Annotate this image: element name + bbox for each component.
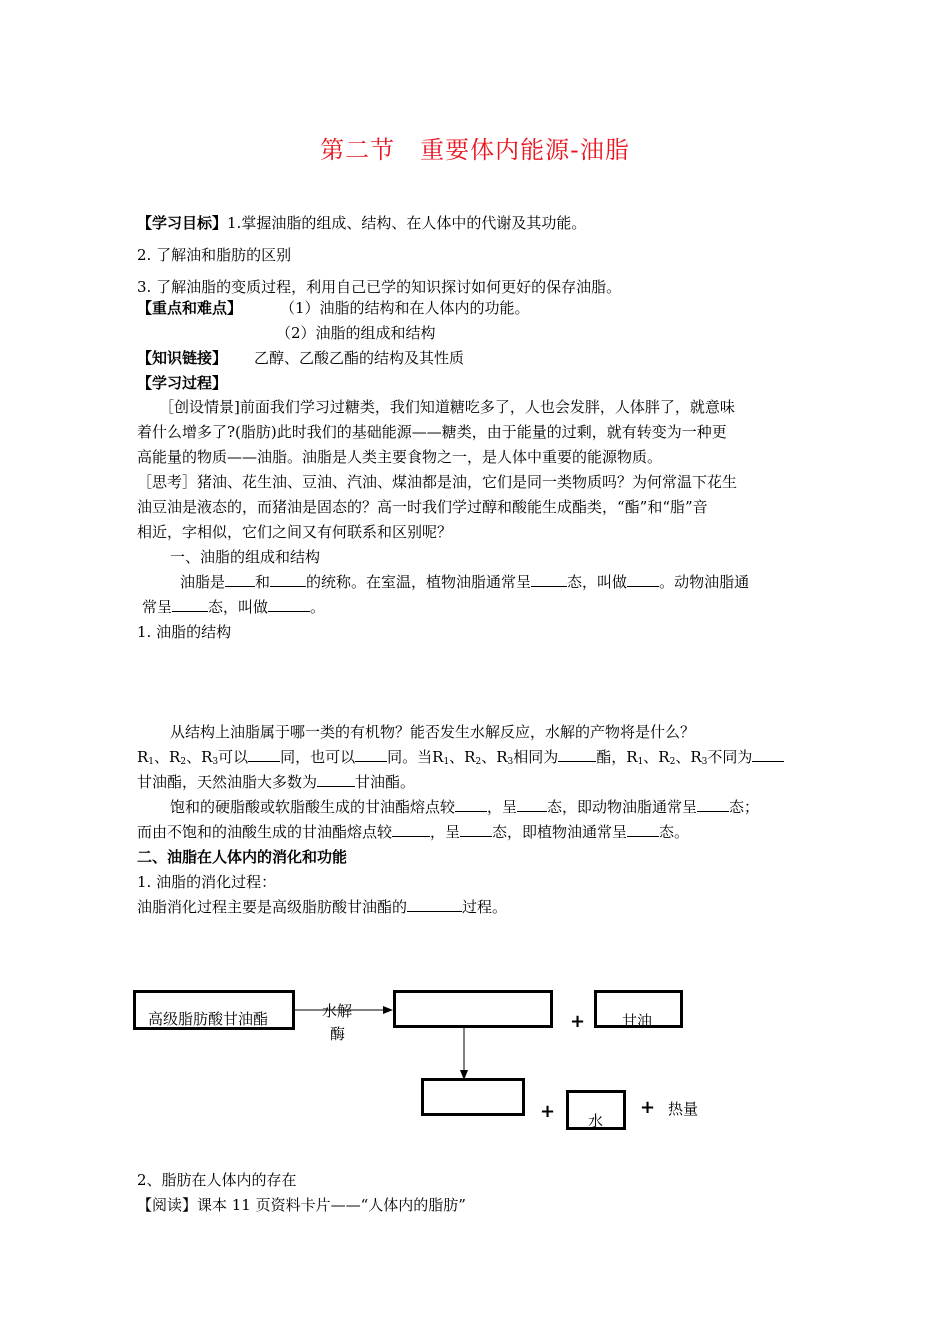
- plus-sign: +: [570, 1011, 586, 1032]
- blank[interactable]: [270, 572, 306, 587]
- blank[interactable]: [172, 597, 208, 612]
- section1-heading: 一、油脂的组成和结构: [170, 548, 321, 566]
- blank[interactable]: [697, 797, 729, 812]
- blank[interactable]: [627, 572, 659, 587]
- blank[interactable]: [355, 747, 387, 762]
- arrow-label-hydrolysis: 水解: [322, 1002, 353, 1020]
- key-points-label: 【重点和难点】: [137, 299, 243, 317]
- unsaturated-line: 而由不饱和的油酸生成的甘油酯熔点较 ，呈 态，即植物油通常呈 态。: [137, 823, 690, 841]
- think-line-3: 相近，字相似，它们之间又有何联系和区别呢？: [137, 523, 453, 541]
- knowledge-link-text: 乙醇、乙酸乙酯的结构及其性质: [254, 349, 465, 367]
- objectives-line-1: [137, 213, 586, 233]
- objectives-label: 【学习目标】: [137, 214, 228, 232]
- r-group-line-2: 甘油酯，天然油脂大多数为 甘油酯。: [137, 773, 416, 791]
- blank[interactable]: [317, 772, 355, 787]
- plus-sign: +: [540, 1101, 556, 1122]
- sub-heading-digestion: 1. 油脂的消化过程：: [137, 873, 277, 891]
- blank[interactable]: [627, 822, 659, 837]
- fill-line-1: 油脂是 和 的统称。在室温，植物油脂通常呈 态，叫做 。动物油脂通: [180, 573, 750, 591]
- blank[interactable]: [268, 597, 310, 612]
- blank[interactable]: [558, 747, 596, 762]
- box-triglyceride-label: 高级脂肪酸甘油酯: [148, 1010, 269, 1028]
- key-point-2: （2）油脂的组成和结构: [276, 324, 436, 342]
- blank[interactable]: [455, 797, 487, 812]
- page-title: 第二节 重要体内能源-油脂: [320, 136, 630, 164]
- think-line-1: ［思考］猪油、花生油、豆油、汽油、煤油都是油，它们是同一类物质吗？为何常温下花生: [137, 473, 738, 491]
- process-label: 【学习过程】: [137, 374, 228, 392]
- key-point-1: （1）油脂的结构和在人体内的功能。: [280, 299, 530, 317]
- r-group-line-1: $R_1$、$R_2$、$R_3$可以 同，也可以 同。当$R_1$、$R_2$、$R_3$相同为 酯，$R_1$、$R_2$、$R_3$不同为: [137, 747, 784, 772]
- section2-heading: 二、油脂在人体内的消化和功能: [137, 848, 348, 866]
- saturated-line: 饱和的硬脂酸或软脂酸生成的甘油酯熔点较 ，呈 态，即动物油脂通常呈 态；: [170, 798, 760, 816]
- down-arrow: [456, 1026, 472, 1082]
- structure-question: 从结构上油脂属于哪一类的有机物？能否发生水解反应，水解的产物将是什么？: [170, 723, 696, 741]
- arrow-label-enzyme: 酶: [330, 1025, 346, 1043]
- objective-item-2: 2. 了解油和脂肪的区别: [137, 246, 292, 264]
- sub-heading-structure: 1. 油脂的结构: [137, 623, 232, 641]
- knowledge-link-label: 【知识链接】: [137, 349, 228, 367]
- blank[interactable]: [752, 747, 784, 762]
- plus-sign: +: [640, 1097, 656, 1118]
- blank[interactable]: [392, 822, 430, 837]
- intro-line-1: ［创设情景]前面我们学习过糖类，我们知道糖吃多了，人也会发胖，人体胖了，就意味: [159, 398, 735, 416]
- blank[interactable]: [225, 572, 255, 587]
- blank[interactable]: [517, 797, 547, 812]
- sub-heading-fat-storage: 2、脂肪在人体内的存在: [137, 1171, 297, 1189]
- objective-item-3: 3. 了解油脂的变质过程，利用自己已学的知识探讨如何更好的保存油脂。: [137, 278, 622, 296]
- blank[interactable]: [407, 897, 462, 912]
- box-empty-fatty-acid: [393, 990, 553, 1028]
- think-line-2: 油豆油是液态的，而猪油是固态的？高一时我们学过醇和酸能生成酯类，“酯”和“脂”音: [137, 498, 708, 516]
- objective-item-1: 1.掌握油脂的组成、结构、在人体中的代谢及其功能。: [227, 214, 587, 232]
- box-empty-product: [421, 1078, 525, 1116]
- box-water-label: 水: [588, 1112, 604, 1130]
- fill-line-2: 常呈 态，叫做 。: [142, 598, 326, 616]
- blank[interactable]: [531, 572, 567, 587]
- intro-line-3: 高能量的物质——油脂。油脂是人类主要食物之一，是人体中重要的能源物质。: [137, 448, 663, 466]
- digestion-line: 油脂消化过程主要是高级脂肪酸甘油酯的 过程。: [137, 898, 508, 916]
- intro-line-2: 着什么增多了?(脂肪)此时我们的基础能源——糖类，由于能量的过剩，就有转变为一种更: [137, 423, 727, 441]
- blank[interactable]: [248, 747, 280, 762]
- heat-label: 热量: [668, 1100, 699, 1118]
- blank[interactable]: [460, 822, 492, 837]
- box-glycerol-label: 甘油: [622, 1012, 653, 1030]
- reading-note: 【阅读】课本 11 页资料卡片——“人体内的脂肪”: [137, 1196, 466, 1214]
